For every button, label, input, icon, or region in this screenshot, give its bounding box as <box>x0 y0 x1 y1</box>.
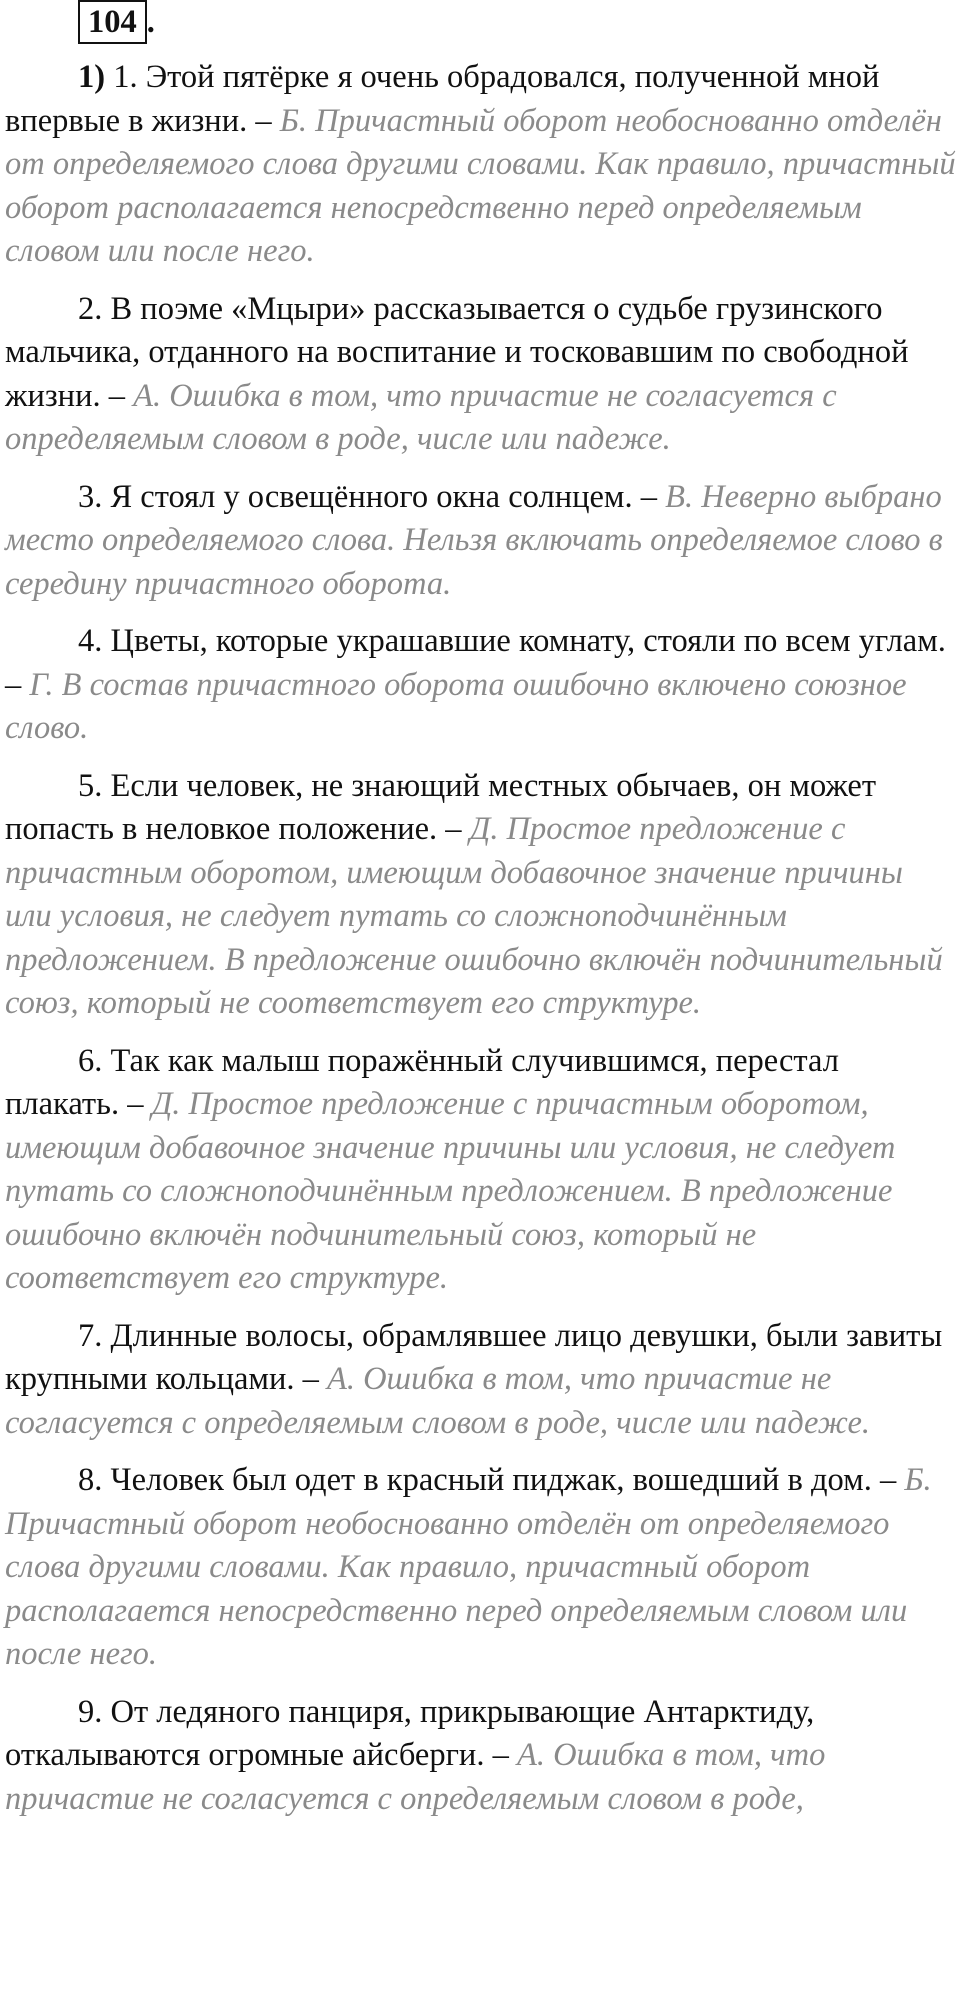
answer-item-5 <box>5 765 957 1026</box>
item-explanation: Г. В состав причастного оборота ошибочно включено союзное слово. <box>5 666 907 746</box>
task-number-dot: . <box>146 4 155 40</box>
answer-item-3 <box>5 476 957 607</box>
item-explanation: А. Ошибка в том, что причастие не согласуется с определяемым словом в роде, числе или падеже. <box>5 1361 870 1441</box>
item-sentence: 5. Если человек, не знающий местных обычаев, он может попасть в неловкое положение. <box>5 767 877 847</box>
answer-item-8 <box>5 1459 957 1677</box>
item-dash: – <box>302 1361 319 1397</box>
item-dash: – <box>445 811 462 847</box>
item-sentence: 3. Я стоял у освещённого окна солнцем. <box>78 478 633 515</box>
item-explanation: В. Неверно выбрано место определяемого слова. Нельзя включать определяемое слово в середину причастного оборота. <box>5 478 943 602</box>
answer-item-9 <box>5 1691 957 1822</box>
item-dash: – <box>492 1737 509 1773</box>
answer-item-6 <box>5 1040 957 1301</box>
item-explanation: Д. Простое предложение с причастным оборотом, имеющим добавочное значение причины или условия, не следует путать со сложноподчинённым предложением. В предложение ошибочно включён подчинительный союз, который не соответствует его структуре. <box>5 1086 896 1296</box>
item-dash: – <box>255 102 272 139</box>
item-explanation: А. Ошибка в том, что причастие не согласуется с определяемым словом в роде, числе или падеже. <box>5 377 837 457</box>
part-label: 1) <box>78 59 106 95</box>
item-explanation: А. Ошибка в том, что причастие не согласуется с определяемым словом в роде, <box>5 1737 826 1817</box>
item-sentence: 4. Цветы, которые украшавшие комнату, стояли по всем углам. <box>78 623 946 659</box>
item-sentence: 6. Так как малыш поражённый случившимся, перестал плакать. <box>5 1042 839 1122</box>
item-sentence: 9. От ледяного панциря, прикрывающие Антарктиду, откалываются огромные айсберги. <box>5 1693 815 1773</box>
item-dash: – <box>127 1086 144 1122</box>
item-dash: – <box>5 666 22 703</box>
answer-item-7 <box>5 1315 957 1446</box>
item-dash: – <box>640 478 657 515</box>
task-number-box: 104 <box>78 0 147 44</box>
answer-item-2 <box>5 288 957 462</box>
item-explanation: Б. Причастный оборот необоснованно отделён от определяемого слова другими словами. Как правило, причастный оборот располагается непосредственно перед определяемым словом или после него. <box>5 1462 932 1672</box>
item-dash: – <box>108 377 125 414</box>
item-explanation: Б. Причастный оборот необоснованно отделён от определяемого слова другими словами. Как правило, причастный оборот располагается непосредственно перед определяемым словом или после него. <box>5 102 956 269</box>
item-sentence: 1. Этой пятёрке я очень обрадовался, полученной мной впервые в жизни. <box>5 59 880 139</box>
item-dash: – <box>880 1462 897 1498</box>
task-header <box>78 0 957 46</box>
item-sentence: 7. Длинные волосы, обрамлявшее лицо девушки, были завиты крупными кольцами. <box>5 1317 943 1397</box>
item-explanation: Д. Простое предложение с причастным оборотом, имеющим добавочное значение причины или условия, не следует путать со сложноподчинённым предложением. В предложение ошибочно включён подчинительный союз, который не соответствует его структуре. <box>5 811 943 1021</box>
answer-item-4 <box>5 620 957 751</box>
item-sentence: 2. В поэме «Мцыри» рассказывается о судьбе грузинского мальчика, отданного на воспитание и тосковавшим по свободной жизни. <box>5 290 909 414</box>
item-sentence: 8. Человек был одет в красный пиджак, вошедший в дом. <box>78 1462 872 1498</box>
answer-item-1 <box>5 56 957 274</box>
